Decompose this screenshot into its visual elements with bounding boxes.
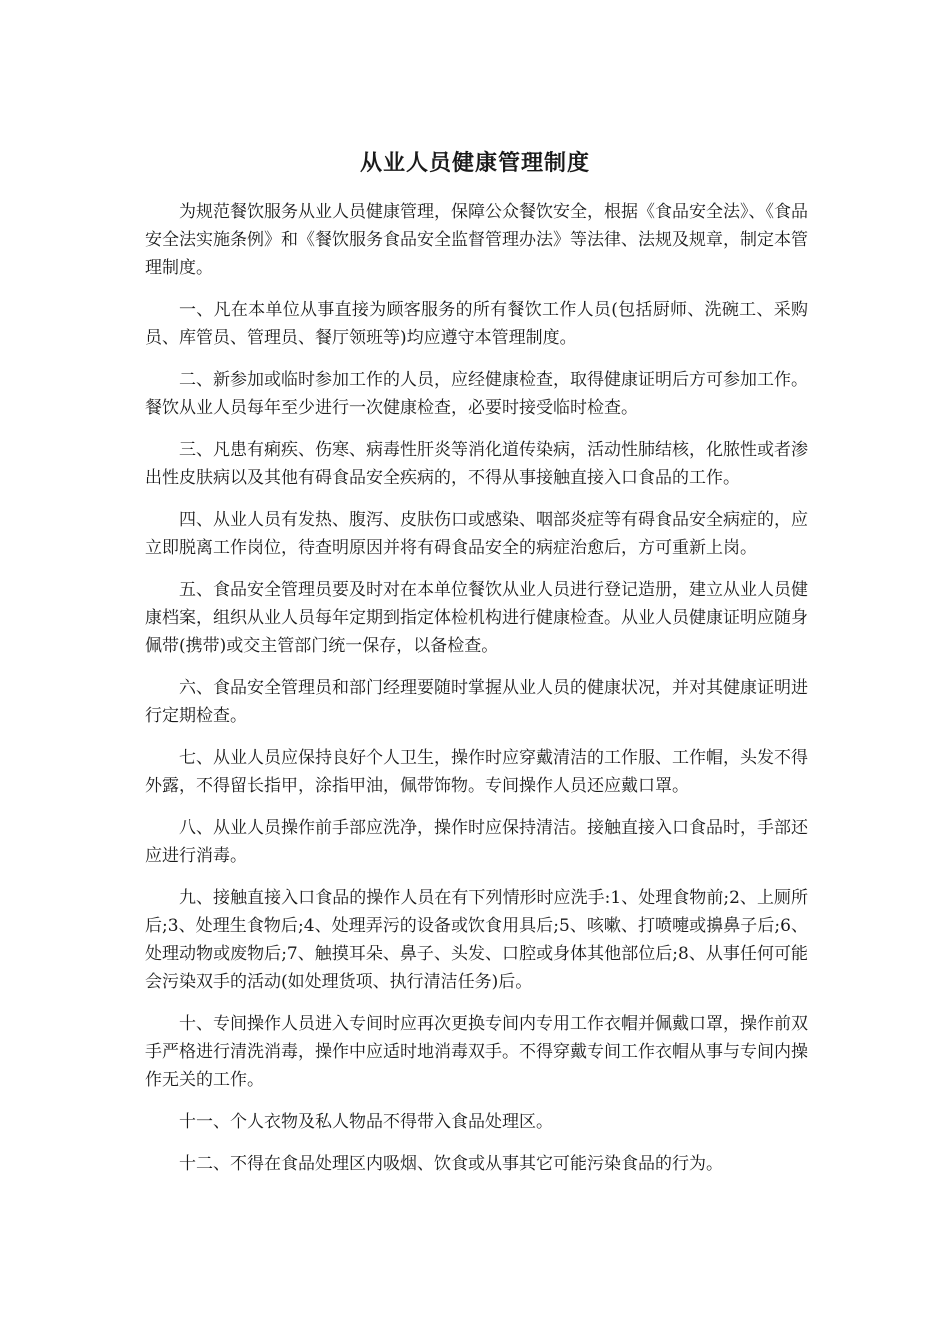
clause-5: 五、食品安全管理员要及时对在本单位餐饮从业人员进行登记造册，建立从业人员健康档案，组织从业人员每年定期到指定体检机构进行健康检查。从业人员健康证明应随身佩带(携带)或交主管部门统一保存，以备检查。 (145, 580, 808, 656)
document-body (145, 198, 808, 1192)
clause-9: 九、接触直接入口食品的操作人员在有下列情形时应洗手:1、处理食物前;2、上厕所后;3、处理生食物后;4、处理弄污的设备或饮食用具后;5、咳嗽、打喷嚏或擤鼻子后;6、处理动物或废物后;7、触摸耳朵、鼻子、头发、口腔或身体其他部位后;8、从事任何可能会污染双手的活动(如处理货项、执行清洁任务)后。 (145, 888, 808, 992)
clause-2: 二、新参加或临时参加工作的人员，应经健康检查，取得健康证明后方可参加工作。餐饮从业人员每年至少进行一次健康检查，必要时接受临时检查。 (145, 370, 808, 418)
intro-paragraph: 为规范餐饮服务从业人员健康管理，保障公众餐饮安全，根据《食品安全法》、《食品安全法实施条例》和《餐饮服务食品安全监督管理办法》等法律、法规及规章，制定本管理制度。 (145, 202, 808, 278)
clause-4: 四、从业人员有发热、腹泻、皮肤伤口或感染、咽部炎症等有碍食品安全病症的，应立即脱离工作岗位，待查明原因并将有碍食品安全的病症治愈后，方可重新上岗。 (145, 510, 808, 558)
clause-3: 三、凡患有痢疾、伤寒、病毒性肝炎等消化道传染病，活动性肺结核，化脓性或者渗出性皮肤病以及其他有碍食品安全疾病的，不得从事接触直接入口食品的工作。 (145, 440, 808, 488)
clause-11: 十一、个人衣物及私人物品不得带入食品处理区。 (179, 1112, 553, 1132)
document-title: 从业人员健康管理制度 (359, 150, 590, 176)
clause-7: 七、从业人员应保持良好个人卫生，操作时应穿戴清洁的工作服、工作帽，头发不得外露，不得留长指甲，涂指甲油，佩带饰物。专间操作人员还应戴口罩。 (145, 748, 808, 796)
clause-6: 六、食品安全管理员和部门经理要随时掌握从业人员的健康状况，并对其健康证明进行定期检查。 (145, 678, 808, 726)
clause-12: 十二、不得在食品处理区内吸烟、饮食或从事其它可能污染食品的行为。 (179, 1154, 723, 1174)
clause-8: 八、从业人员操作前手部应洗净，操作时应保持清洁。接触直接入口食品时，手部还应进行消毒。 (145, 818, 808, 866)
clause-1: 一、凡在本单位从事直接为顾客服务的所有餐饮工作人员(包括厨师、洗碗工、采购员、库管员、管理员、餐厅领班等)均应遵守本管理制度。 (145, 300, 808, 348)
clause-10: 十、专间操作人员进入专间时应再次更换专间内专用工作衣帽并佩戴口罩，操作前双手严格进行清洗消毒，操作中应适时地消毒双手。不得穿戴专间工作衣帽从事与专间内操作无关的工作。 (145, 1014, 808, 1090)
